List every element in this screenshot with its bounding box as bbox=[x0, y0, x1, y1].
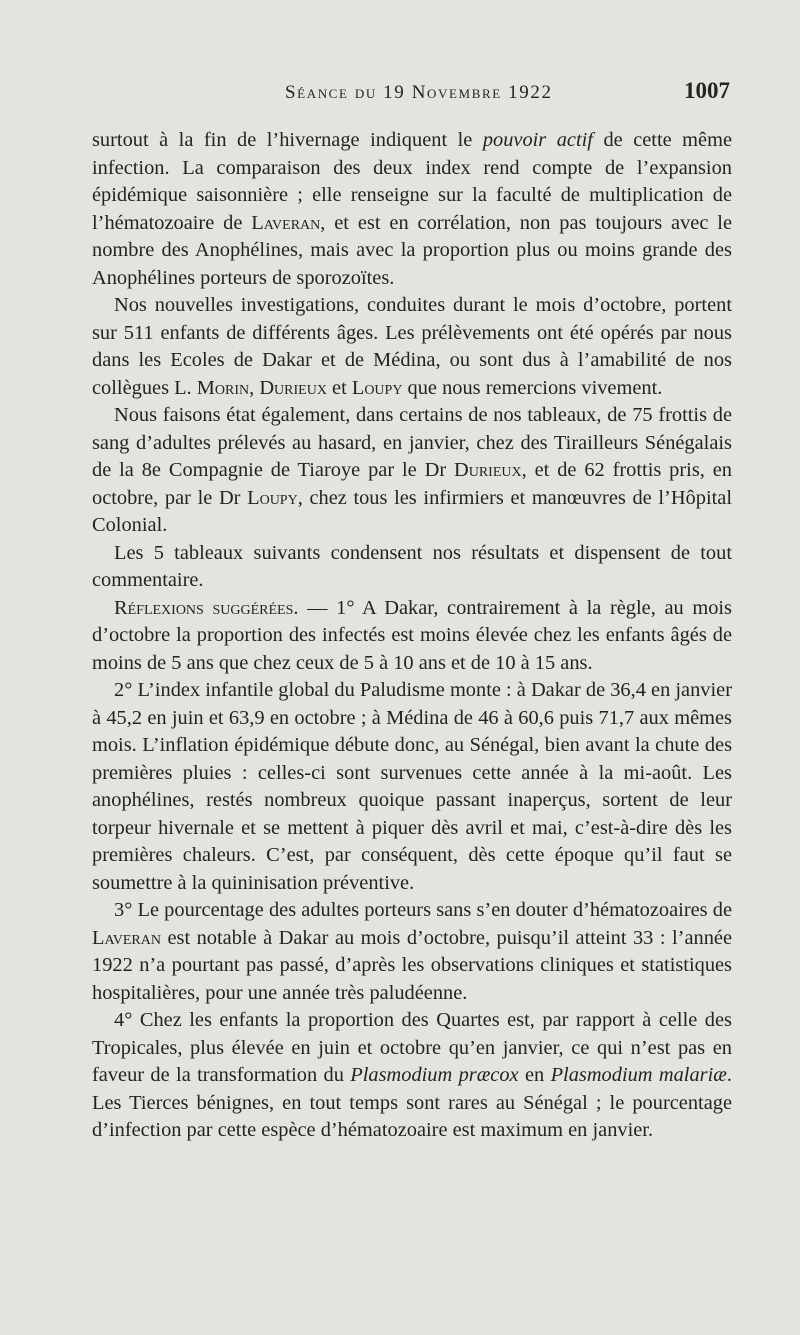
small-caps-text: Durieux bbox=[259, 376, 327, 399]
small-caps-text: Loupy bbox=[247, 486, 298, 509]
italic-text: Plasmodium malariæ bbox=[550, 1064, 727, 1086]
text-run: Nous faisons état également, dans certains de nos tableaux, de 75 frottis de sang d’adultes prélevés au hasard, en janvier, chez des Tirailleurs Sénégalais de la 8e Compagnie de Tiaroye par le Dr bbox=[92, 404, 732, 481]
text-run: . Les Tierces bénignes, en tout temps sont rares au Sénégal ; le pourcentage d’infection par cette espèce d’hématozoaire est maximum en janvier. bbox=[92, 1064, 732, 1141]
paragraph bbox=[92, 1007, 732, 1145]
italic-text: pouvoir actif bbox=[482, 129, 593, 151]
text-run: 3° Le pourcentage des adultes porteurs sans s’en douter d’hématozoaires de bbox=[114, 899, 732, 921]
text-run: surtout à la fin de l’hivernage indiquent le bbox=[92, 129, 483, 151]
text-run: , bbox=[249, 376, 260, 399]
paragraph bbox=[92, 677, 732, 897]
text-run: et bbox=[326, 376, 352, 399]
page-number: 1007 bbox=[684, 78, 730, 103]
small-caps-text: Laveran bbox=[92, 926, 161, 949]
text-run: 4° Chez les enfants la proportion des Quartes est, par rapport à celle des Tropicales, plus élevée en juin et octobre qu’en janvier, ce qui n’est pas en faveur de la transformation du bbox=[92, 1009, 732, 1086]
text-run: , et de 62 frottis pris, en octobre, par le Dr bbox=[92, 459, 732, 509]
paragraph bbox=[92, 402, 732, 540]
paragraph bbox=[92, 292, 732, 402]
text-run: 2° L’index infantile global du Paludisme monte : à Dakar de 36,4 en janvier à 45,2 en juin et 63,9 en octobre ; à Médina de 46 à 60,6 puis 71,7 aux mêmes mois. L’inflation épidémique débute donc, au Sénégal, bien avant la chute des premières pluies : celles-ci sont survenues cette année à la mi-août. Les anophélines, restés nombreux quoique passant inaperçus, sortent de leur torpeur hivernale et se mettent à piquer dès avril et mai, c’est-à-dire dès les premières chaleurs. C’est, par conséquent, dès cette époque qu’il faut se soumettre à la quininisation préventive. bbox=[92, 679, 732, 894]
text-run: Les 5 tableaux suivants condensent nos résultats et dispensent de tout commentaire. bbox=[92, 541, 732, 591]
text-run: Nos nouvelles investigations, conduites durant le mois d’octobre, portent sur 511 enfants de différents âges. Les prélèvements ont été opérés par nous dans les Ecoles de Dakar et de Médina, ou sont dus à l’amabilité de nos collègues L. bbox=[92, 294, 732, 399]
italic-text: Plasmodium præcox bbox=[350, 1064, 519, 1086]
text-run: de cette même infection. La comparaison des deux index rend compte de l’expansion épidémique saisonnière ; elle renseigne sur la faculté de multiplication de l’hématozoaire de bbox=[92, 129, 733, 234]
small-caps-text: Réflexions suggérées. bbox=[114, 596, 299, 619]
running-head: Séance du 19 Novembre 1922 bbox=[285, 82, 553, 103]
text-run: , et est en corrélation, non pas toujours avec le nombre des Anophélines, mais avec la proportion plus ou moins grande des Anophélines porteurs de sporozoïtes. bbox=[92, 211, 733, 289]
paragraph bbox=[92, 595, 732, 678]
page-header bbox=[0, 78, 800, 112]
small-caps-text: Loupy bbox=[351, 376, 403, 399]
small-caps-text: Laveran bbox=[251, 211, 321, 234]
paragraph bbox=[92, 897, 732, 1007]
paragraph bbox=[92, 540, 732, 595]
text-run: , chez tous les infirmiers et manœuvres de l’Hôpital Colonial. bbox=[92, 486, 732, 536]
paragraph bbox=[92, 127, 732, 292]
text-run: que nous remercions vivement. bbox=[402, 376, 663, 399]
body-text bbox=[92, 127, 732, 1145]
text-run: est notable à Dakar au mois d’octobre, puisqu’il atteint 33 : l’année 1922 n’a pourtant pas passé, d’après les observations cliniques et statistiques hospitalières, pour une année très paludéenne. bbox=[92, 926, 732, 1004]
text-run: en bbox=[518, 1064, 551, 1086]
small-caps-text: Durieux bbox=[454, 459, 522, 481]
text-run: — 1° A Dakar, contrairement à la règle, au mois d’octobre la proportion des infectés est moins élevée chez les enfants âgés de moins de 5 ans que chez ceux de 5 à 10 ans et de 10 à 15 ans. bbox=[92, 596, 732, 674]
small-caps-text: Morin bbox=[196, 376, 250, 399]
